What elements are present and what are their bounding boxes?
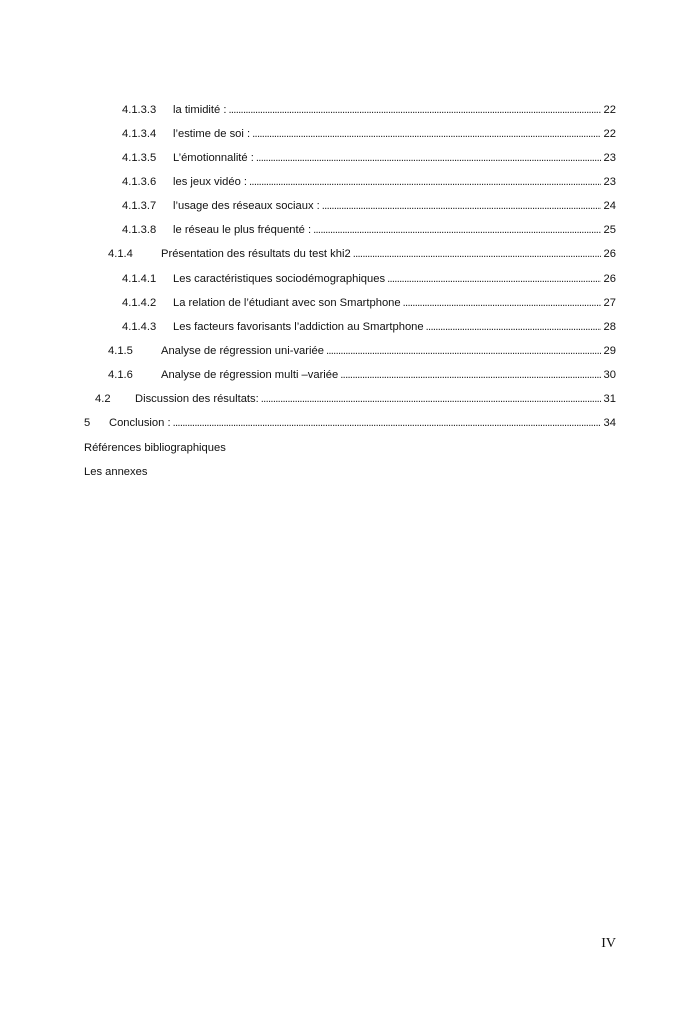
toc-entry-number: 4.1.4.3 xyxy=(122,321,157,333)
toc-entry-number: 4.1.6 xyxy=(108,369,133,381)
toc-entry[interactable] xyxy=(0,245,700,263)
dot-leader xyxy=(340,366,600,384)
toc-entry-page: 23 xyxy=(603,176,616,188)
toc-entry-title: l’estime de soi : xyxy=(173,128,251,140)
toc-entry-number: 4.1.5 xyxy=(108,345,133,357)
dot-leader xyxy=(387,270,600,288)
toc-entry[interactable] xyxy=(0,414,700,432)
toc-entry[interactable] xyxy=(0,125,700,143)
dot-leader xyxy=(261,390,601,408)
dot-leader xyxy=(403,294,601,312)
toc-entry-page: 27 xyxy=(603,297,616,309)
toc-entry[interactable] xyxy=(0,270,700,288)
toc-entry[interactable] xyxy=(0,390,700,408)
dot-leader xyxy=(426,318,601,336)
toc-entry-page: 24 xyxy=(603,200,616,212)
toc-entry-title: les jeux vidéo : xyxy=(173,176,248,188)
toc-entry-number: 4.1.4.1 xyxy=(122,273,157,285)
dot-leader xyxy=(256,149,601,167)
toc-entry-page: 29 xyxy=(603,345,616,357)
page-number: IV xyxy=(601,936,616,951)
toc-entry-page: 31 xyxy=(603,393,616,405)
dot-leader xyxy=(313,221,600,239)
toc-entry-title: L’émotionnalité : xyxy=(173,152,254,164)
toc-entry-page: 26 xyxy=(603,273,616,285)
toc-entry-title: la timidité : xyxy=(173,104,227,116)
toc-entry-page: 34 xyxy=(603,417,616,429)
toc-entry-number: 4.2 xyxy=(95,393,111,405)
toc-entry-title: Présentation des résultats du test khi2 xyxy=(161,248,351,260)
toc-entry[interactable] xyxy=(0,366,700,384)
toc-entry-number: 5 xyxy=(84,417,91,429)
dot-leader xyxy=(173,414,601,432)
toc-entry-number: 4.1.4 xyxy=(108,248,133,260)
toc-entry-page: 30 xyxy=(603,369,616,381)
toc-entry-page: 26 xyxy=(603,248,616,260)
toc-entry-number: 4.1.4.2 xyxy=(122,297,157,309)
toc-entry-page: 22 xyxy=(603,128,616,140)
toc-entry[interactable] xyxy=(0,197,700,215)
annexes-entry[interactable]: Les annexes xyxy=(84,466,148,478)
toc-entry-title: Analyse de régression multi –variée xyxy=(161,369,339,381)
toc-entry[interactable] xyxy=(0,342,700,360)
toc-entry-title: Les facteurs favorisants l’addiction au Smartphone xyxy=(173,321,424,333)
toc-entry-title: Analyse de régression uni-variée xyxy=(161,345,324,357)
toc-entry-number: 4.1.3.7 xyxy=(122,200,157,212)
toc-entry[interactable] xyxy=(0,149,700,167)
toc-entry-page: 23 xyxy=(603,152,616,164)
dot-leader xyxy=(322,197,601,215)
dot-leader xyxy=(249,173,601,191)
toc-entry-page: 25 xyxy=(603,224,616,236)
toc-entry-number: 4.1.3.3 xyxy=(122,104,157,116)
toc-entry[interactable] xyxy=(0,294,700,312)
dot-leader xyxy=(228,101,600,119)
toc-entry-title: La relation de l’étudiant avec son Smartphone xyxy=(173,297,401,309)
toc-entry-title: Conclusion : xyxy=(109,417,171,429)
toc-entry-title: le réseau le plus fréquenté : xyxy=(173,224,312,236)
references-entry[interactable]: Références bibliographiques xyxy=(84,442,226,454)
toc-entry-number: 4.1.3.8 xyxy=(122,224,157,236)
toc-entry-number: 4.1.3.4 xyxy=(122,128,157,140)
toc-entry-title: l’usage des réseaux sociaux : xyxy=(173,200,320,212)
toc-entry-page: 22 xyxy=(603,104,616,116)
toc-entry[interactable] xyxy=(0,101,700,119)
dot-leader xyxy=(326,342,601,360)
toc-entry[interactable] xyxy=(0,221,700,239)
toc-entry[interactable] xyxy=(0,318,700,336)
toc-entry-number: 4.1.3.6 xyxy=(122,176,157,188)
toc-entry-title: Discussion des résultats: xyxy=(135,393,259,405)
toc-entry-title: Les caractéristiques sociodémographiques xyxy=(173,273,386,285)
toc-entry[interactable] xyxy=(0,173,700,191)
dot-leader xyxy=(353,245,601,263)
toc-entry-page: 28 xyxy=(603,321,616,333)
dot-leader xyxy=(252,125,600,143)
toc-entry-number: 4.1.3.5 xyxy=(122,152,157,164)
